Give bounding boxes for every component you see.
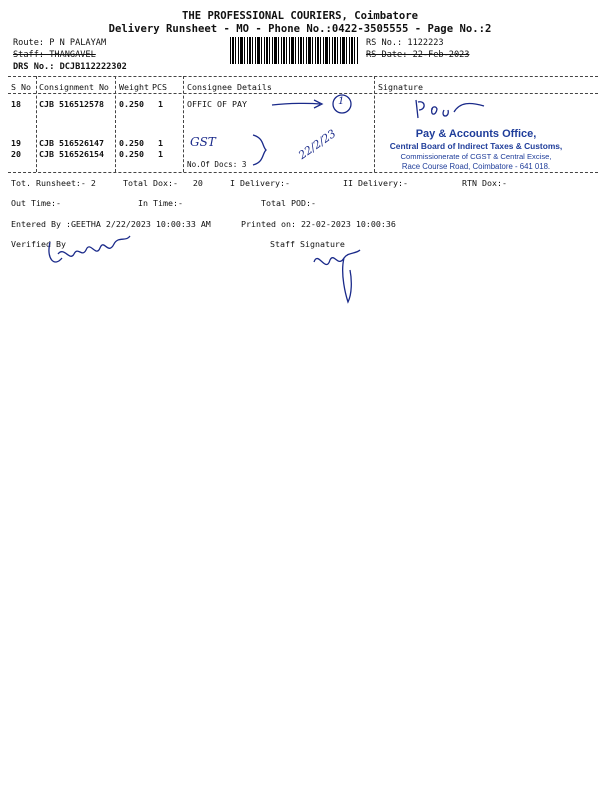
table-cell-consignment: CJB 516512578	[39, 99, 104, 109]
total-runsheet: Tot. Runsheet:- 2	[11, 178, 96, 188]
table-cell-consignee: No.Of Docs: 3	[187, 160, 247, 169]
column-header: PCS	[152, 82, 167, 92]
total-pod: Total POD:-	[261, 198, 316, 208]
entered-by: Entered By :GEETHA 2/22/2023 10:00:33 AM	[11, 219, 211, 229]
verified-by-label: Verified By	[11, 239, 66, 249]
table-cell-sno: 19	[11, 138, 21, 148]
stamp-line: Central Board of Indirect Taxes & Customs,	[389, 141, 563, 151]
brace-annotation	[250, 132, 270, 168]
column-header: Consignee Details	[187, 82, 272, 92]
column-divider	[183, 76, 184, 172]
i-delivery: I Delivery:-	[230, 178, 290, 188]
verifier-signature	[44, 228, 140, 272]
table-cell-consignment: CJB 516526147	[39, 138, 104, 148]
table-cell-weight: 0.250	[119, 99, 144, 109]
stamp-line: Commissionerate of CGST & Central Excise,	[400, 152, 552, 161]
document-subtitle: Delivery Runsheet - MO - Phone No.:0422-3505555 - Page No.:2	[108, 23, 492, 35]
column-header: Signature	[378, 82, 423, 92]
column-divider	[374, 76, 375, 172]
table-cell-weight: 0.250	[119, 138, 144, 148]
staff-label: Staff: THANGAVEL	[13, 50, 96, 60]
gst-note: GST	[190, 135, 216, 149]
column-header: Consignment No	[39, 82, 109, 92]
out-time: Out Time:-	[11, 198, 61, 208]
total-dox: Total Dox:- 20	[123, 178, 203, 188]
column-divider	[115, 76, 116, 172]
table-cell-sno: 20	[11, 149, 21, 159]
arrow-annotation	[270, 92, 360, 118]
rs-number: RS No.: 1122223	[366, 38, 444, 48]
column-divider	[36, 76, 37, 172]
staff-signature	[308, 244, 368, 306]
circled-number: 1	[338, 96, 345, 107]
in-time: In Time:-	[138, 198, 183, 208]
barcode	[230, 37, 358, 64]
document-title: THE PROFESSIONAL COURIERS, Coimbatore	[182, 10, 418, 22]
divider	[8, 76, 598, 77]
table-cell-pcs: 1	[158, 138, 163, 148]
table-cell-consignment: CJB 516526154	[39, 149, 104, 159]
divider	[8, 172, 598, 173]
consignee-signature	[410, 96, 490, 122]
staff-signature-label: Staff Signature	[270, 239, 345, 249]
stamp-line: Pay & Accounts Office,	[415, 128, 537, 140]
table-cell-pcs: 1	[158, 99, 163, 109]
table-cell-sno: 18	[11, 99, 21, 109]
route-label: Route: P N PALAYAM	[13, 38, 107, 48]
column-header: Weight	[119, 82, 149, 92]
table-cell-weight: 0.250	[119, 149, 144, 159]
stamp-line: Race Course Road, Coimbatore - 641 018.	[401, 162, 551, 171]
column-header: S No	[11, 82, 31, 92]
table-cell-consignee: OFFIC OF PAY	[187, 99, 247, 109]
table-cell-pcs: 1	[158, 149, 163, 159]
rs-date: RS Date: 22-Feb-2023	[366, 50, 470, 60]
date-note: 22/2/23	[296, 127, 339, 162]
rtn-dox: RTN Dox:-	[462, 178, 507, 188]
drs-number: DRS No.: DCJB112222302	[13, 62, 127, 72]
printed-on: Printed on: 22-02-2023 10:00:36	[241, 219, 396, 229]
ii-delivery: II Delivery:-	[343, 178, 408, 188]
